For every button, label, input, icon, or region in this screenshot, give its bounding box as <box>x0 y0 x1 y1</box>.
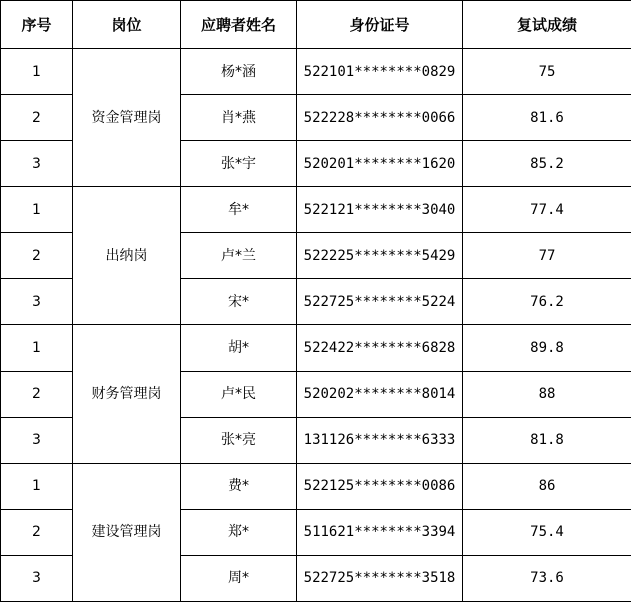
applicant-name: 张*亮 <box>181 417 297 463</box>
table-row <box>1 187 631 233</box>
id-number: 522422********6828 <box>297 325 463 371</box>
applicant-name: 牟* <box>181 187 297 233</box>
applicant-name: 卢*民 <box>181 371 297 417</box>
header-score: 复试成绩 <box>463 1 631 49</box>
applicant-name: 杨*涵 <box>181 49 297 95</box>
header-row <box>1 1 631 49</box>
applicant-name: 宋* <box>181 279 297 325</box>
score: 75 <box>463 49 631 95</box>
id-number: 511621********3394 <box>297 509 463 555</box>
applicant-name: 费* <box>181 463 297 509</box>
id-number: 522125********0086 <box>297 463 463 509</box>
applicant-name: 卢*兰 <box>181 233 297 279</box>
id-number: 522725********5224 <box>297 279 463 325</box>
applicant-name: 周* <box>181 555 297 601</box>
table-body <box>1 49 631 602</box>
row-index: 1 <box>1 49 73 95</box>
score: 81.6 <box>463 95 631 141</box>
header-index: 序号 <box>1 1 73 49</box>
table-header <box>1 1 631 49</box>
position-cell: 资金管理岗 <box>73 49 181 187</box>
header-name: 应聘者姓名 <box>181 1 297 49</box>
header-position: 岗位 <box>73 1 181 49</box>
score: 76.2 <box>463 279 631 325</box>
id-number: 520201********1620 <box>297 141 463 187</box>
row-index: 1 <box>1 187 73 233</box>
row-index: 2 <box>1 509 73 555</box>
header-id-number: 身份证号 <box>297 1 463 49</box>
row-index: 2 <box>1 371 73 417</box>
score: 88 <box>463 371 631 417</box>
row-index: 2 <box>1 233 73 279</box>
applicant-name: 郑* <box>181 509 297 555</box>
id-number: 522121********3040 <box>297 187 463 233</box>
row-index: 3 <box>1 141 73 187</box>
score: 77.4 <box>463 187 631 233</box>
position-cell: 出纳岗 <box>73 187 181 325</box>
id-number: 131126********6333 <box>297 417 463 463</box>
id-number: 520202********8014 <box>297 371 463 417</box>
row-index: 3 <box>1 417 73 463</box>
table-row <box>1 325 631 371</box>
table-row <box>1 463 631 509</box>
row-index: 3 <box>1 555 73 601</box>
table-row <box>1 49 631 95</box>
id-number: 522101********0829 <box>297 49 463 95</box>
score: 89.8 <box>463 325 631 371</box>
applicant-name: 张*宇 <box>181 141 297 187</box>
id-number: 522725********3518 <box>297 555 463 601</box>
applicant-name: 胡* <box>181 325 297 371</box>
score: 77 <box>463 233 631 279</box>
applicant-name: 肖*燕 <box>181 95 297 141</box>
row-index: 2 <box>1 95 73 141</box>
score: 73.6 <box>463 555 631 601</box>
row-index: 1 <box>1 463 73 509</box>
score: 86 <box>463 463 631 509</box>
score: 85.2 <box>463 141 631 187</box>
row-index: 3 <box>1 279 73 325</box>
id-number: 522228********0066 <box>297 95 463 141</box>
position-cell: 建设管理岗 <box>73 463 181 601</box>
score: 75.4 <box>463 509 631 555</box>
row-index: 1 <box>1 325 73 371</box>
score: 81.8 <box>463 417 631 463</box>
position-cell: 财务管理岗 <box>73 325 181 463</box>
id-number: 522225********5429 <box>297 233 463 279</box>
